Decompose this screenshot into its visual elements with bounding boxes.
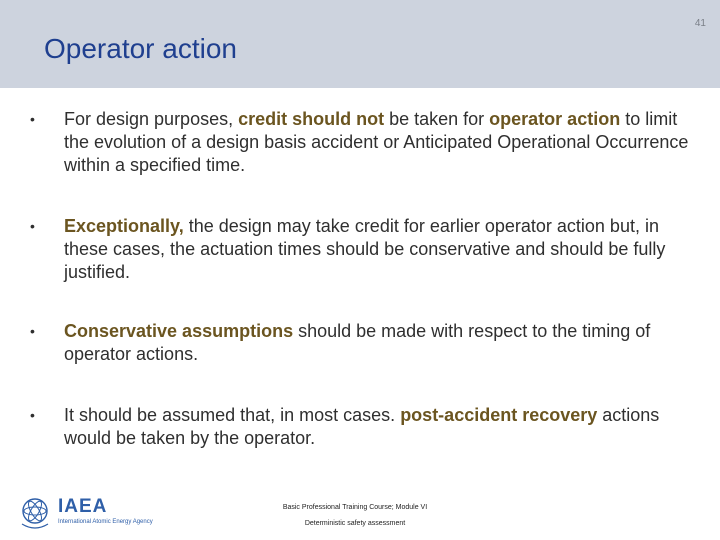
footer-course: Basic Professional Training Course; Module VI (282, 504, 428, 511)
bullet-text-part: should be made with respect to the timing of operator actions. (64, 321, 651, 364)
bullet-highlight: credit should not (238, 109, 385, 129)
bullet-dot: • (30, 111, 35, 127)
footer-topic: Deterministic safety assessment (304, 520, 406, 527)
bullet-highlight: Exceptionally, (64, 216, 184, 236)
bullet-dot: • (30, 407, 35, 423)
page-number: 41 (694, 18, 706, 29)
bullet-text-part: be taken for (384, 109, 490, 129)
bullet-text-part: to limit the evolution of a design basis accident or Anticipated Operational Occurrence within a specified time. (64, 109, 689, 175)
bullet-text (64, 215, 694, 284)
footer (270, 500, 440, 532)
slide-title: Operator action (44, 33, 237, 64)
logo-subtitle: International Atomic Energy Agency (58, 519, 153, 525)
bullet-text-part: For design purposes, (64, 109, 239, 129)
bullet-text (64, 320, 694, 366)
bullet-text-part: It should be assumed that, in most cases. (64, 405, 401, 425)
bullet-text (64, 108, 694, 177)
logo-name: IAEA (58, 496, 108, 517)
bullet-text (64, 404, 694, 450)
iaea-emblem-icon (18, 494, 52, 530)
bullet-highlight: operator action (489, 109, 621, 129)
bullet-text-part: actions would be taken by the operator. (64, 405, 660, 448)
bullet-dot: • (30, 218, 35, 234)
iaea-logo (18, 494, 198, 530)
bullet-highlight: Conservative assumptions (64, 321, 294, 341)
bullet-dot: • (30, 323, 35, 339)
bullet-highlight: post-accident recovery (400, 405, 598, 425)
bullet-text-part: the design may take credit for earlier operator action but, in these cases, the actuation times should be conservative and should be fully justified. (64, 216, 666, 282)
